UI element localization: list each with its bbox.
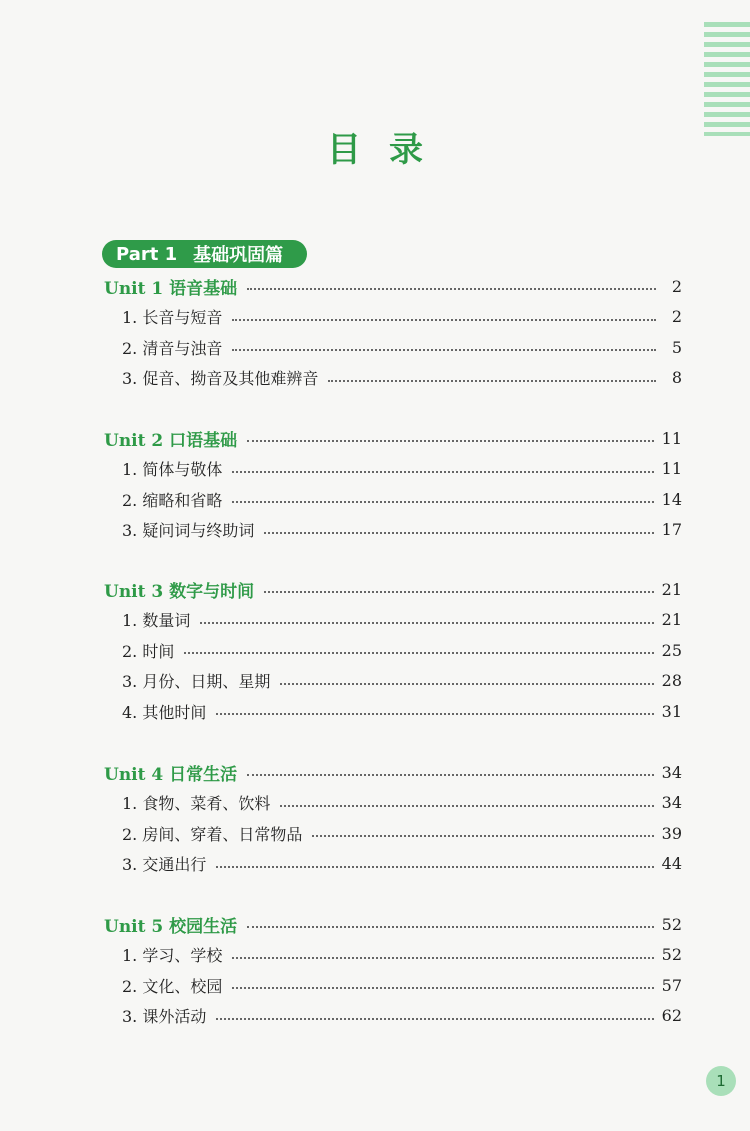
part-name: 基础巩固篇 — [193, 245, 284, 266]
dot-leader — [216, 866, 653, 868]
toc-unit-row[interactable] — [104, 576, 682, 602]
toc-item-label: 3. 交通出行 — [122, 855, 207, 874]
toc-page-number: 21 — [661, 579, 682, 599]
dot-leader — [216, 713, 653, 715]
dot-leader — [247, 440, 653, 442]
dot-leader — [247, 288, 656, 290]
toc-unit-row[interactable] — [104, 911, 682, 937]
toc-page-number: 21 — [661, 610, 682, 629]
toc-item-label: 4. 其他时间 — [122, 702, 207, 722]
toc-page-number: 17 — [661, 520, 682, 539]
toc-page-number: 25 — [661, 640, 682, 660]
toc-page-number: 39 — [661, 823, 682, 843]
page-title: 目录 — [327, 130, 451, 170]
dot-leader — [216, 1018, 653, 1020]
dot-leader — [232, 349, 656, 351]
dot-leader — [184, 652, 653, 654]
toc-item-row[interactable] — [122, 456, 682, 482]
toc-page-number: 34 — [661, 793, 682, 812]
dot-leader — [328, 380, 656, 382]
dot-leader — [232, 957, 653, 959]
toc-page-number: 44 — [661, 854, 682, 873]
toc-item-label: 2. 时间 — [122, 641, 175, 661]
toc-item-label: 3. 月份、日期、星期 — [122, 672, 271, 691]
toc-item-row[interactable] — [122, 668, 682, 694]
toc-item-row[interactable] — [122, 365, 682, 391]
toc-page-number: 52 — [661, 914, 682, 934]
toc-unit-row[interactable] — [104, 273, 682, 299]
dot-leader — [280, 805, 653, 807]
toc-unit-label: Unit 4 日常生活 — [104, 764, 238, 785]
dot-leader — [232, 501, 653, 503]
dot-leader — [232, 319, 656, 321]
toc-page-number: 5 — [671, 337, 682, 357]
toc-item-row[interactable] — [122, 637, 682, 663]
part-number: Part 1 — [116, 243, 178, 265]
dot-leader — [247, 926, 653, 928]
toc-page-number: 2 — [671, 307, 682, 326]
page-number-badge: 1 — [706, 1066, 736, 1096]
toc-page-number: 11 — [661, 459, 682, 478]
toc-item-row[interactable] — [122, 607, 682, 633]
dot-leader — [232, 987, 653, 989]
dot-leader — [264, 591, 653, 593]
toc-item-row[interactable] — [122, 972, 682, 998]
dot-leader — [312, 835, 653, 837]
toc-page-number: 34 — [661, 762, 682, 782]
toc-item-row[interactable] — [122, 790, 682, 816]
toc-unit-row[interactable] — [104, 425, 682, 451]
toc-item-row[interactable] — [122, 942, 682, 968]
toc-item-label: 2. 房间、穿着、日常物品 — [122, 824, 303, 844]
toc-item-row[interactable] — [122, 698, 682, 724]
toc-page-number: 14 — [661, 489, 682, 509]
toc-page-number: 57 — [661, 975, 682, 995]
toc-item-row[interactable] — [122, 517, 682, 543]
toc-item-row[interactable] — [122, 486, 682, 512]
dot-leader — [280, 683, 653, 685]
dot-leader — [200, 622, 653, 624]
dot-leader — [232, 471, 653, 473]
toc-page-number: 11 — [661, 428, 682, 448]
toc-item-row[interactable] — [122, 304, 682, 330]
toc-item-label: 2. 清音与浊音 — [122, 338, 223, 358]
toc-item-label: 2. 缩略和省略 — [122, 490, 223, 510]
toc-item-label: 2. 文化、校园 — [122, 976, 223, 996]
toc-item-label: 3. 疑问词与终助词 — [122, 521, 255, 540]
toc-page-number: 8 — [671, 368, 682, 387]
toc-item-label: 3. 促音、拗音及其他难辨音 — [122, 369, 319, 388]
dot-leader — [247, 774, 653, 776]
toc-unit-label: Unit 1 语音基础 — [104, 278, 238, 299]
toc-page-number: 2 — [671, 276, 682, 296]
dot-leader — [264, 532, 653, 534]
toc-page-number: 62 — [661, 1006, 682, 1025]
toc-unit-row[interactable] — [104, 759, 682, 785]
toc-item-label: 1. 数量词 — [122, 611, 191, 630]
toc-item-row[interactable] — [122, 851, 682, 877]
toc-item-label: 3. 课外活动 — [122, 1007, 207, 1026]
toc-item-row[interactable] — [122, 1003, 682, 1029]
toc-item-label: 1. 简体与敬体 — [122, 460, 223, 479]
toc-page-number: 31 — [661, 701, 682, 721]
toc-page-number: 28 — [661, 671, 682, 690]
toc-unit-label: Unit 2 口语基础 — [104, 430, 238, 451]
toc-item-label: 1. 长音与短音 — [122, 308, 223, 327]
toc-page-number: 52 — [661, 945, 682, 964]
toc-unit-label: Unit 3 数字与时间 — [104, 581, 255, 602]
toc-item-label: 1. 学习、学校 — [122, 946, 223, 965]
toc-item-label: 1. 食物、菜肴、饮料 — [122, 794, 271, 813]
toc-item-row[interactable] — [122, 820, 682, 846]
toc-item-row[interactable] — [122, 334, 682, 360]
toc-unit-label: Unit 5 校园生活 — [104, 916, 238, 937]
